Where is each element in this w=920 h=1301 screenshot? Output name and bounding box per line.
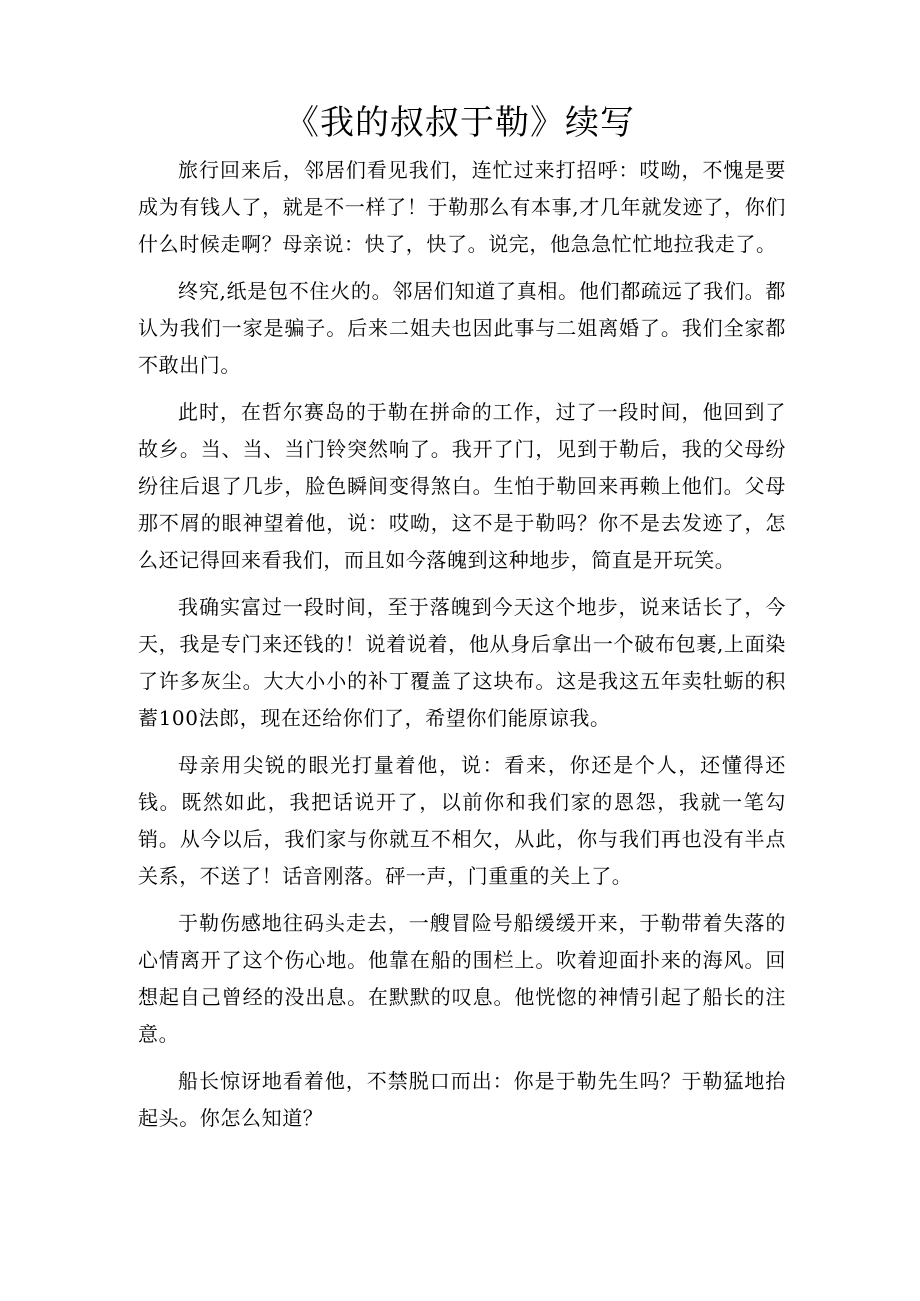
document-body: [138, 152, 786, 1147]
paragraph-1: 旅行回来后，邻居们看见我们，连忙过来打招呼：哎呦，不愧是要成为有钱人了，就是不一样了！于勒那么有本事,才几年就发迹了，你们什么时候走啊？母亲说：快了，快了。说完，他急急忙忙地拉我走了。: [138, 158, 786, 256]
paragraph-5: 母亲用尖锐的眼光打量着他，说：看来，你还是个人，还懂得还钱。既然如此，我把话说开了，以前你和我们家的恩怨，我就一笔勾销。从今以后，我们家与你就互不相欠，从此，你与我们再也没有半点关系，不送了！话音刚落。砰一声，门重重的关上了。: [138, 753, 786, 888]
paragraph-3: 此时，在哲尔赛岛的于勒在拼命的工作，过了一段时间，他回到了故乡。当、当、当门铃突然响了。我开了门，见到于勒后，我的父母纷纷往后退了几步，脸色瞬间变得煞白。生怕于勒回来再赖上他们。父母那不屑的眼神望着他，说：哎呦，这不是于勒吗？你不是去发迹了，怎么还记得回来看我们，而且如今落魄到这种地步，简直是开玩笑。: [138, 400, 786, 572]
paragraph-7: 船长惊讶地看着他，不禁脱口而出：你是于勒先生吗？于勒猛地抬起头。你怎么知道？: [138, 1069, 786, 1130]
paragraph-4: 我确实富过一段时间，至于落魄到今天这个地步，说来话长了，今天，我是专门来还钱的！说着说着，他从身后拿出一个破布包裹,上面染了许多灰尘。大大小小的补丁覆盖了这块布。这是我这五年卖牡蛎的积蓄100法郎，现在还给你们了，希望你们能原谅我。: [138, 595, 786, 730]
paragraph-6: 于勒伤感地往码头走去，一艘冒险号船缓缓开来，于勒带着失落的心情离开了这个伤心地。他靠在船的围栏上。吹着迎面扑来的海风。回想起自己曾经的没出息。在默默的叹息。他恍惚的神情引起了船长的注意。: [138, 911, 786, 1046]
document-title: 《我的叔叔于勒》续写: [285, 103, 635, 143]
paragraph-2: 终究,纸是包不住火的。邻居们知道了真相。他们都疏远了我们。都认为我们一家是骗子。后来二姐夫也因此事与二姐离婚了。我们全家都不敢出门。: [138, 279, 786, 377]
